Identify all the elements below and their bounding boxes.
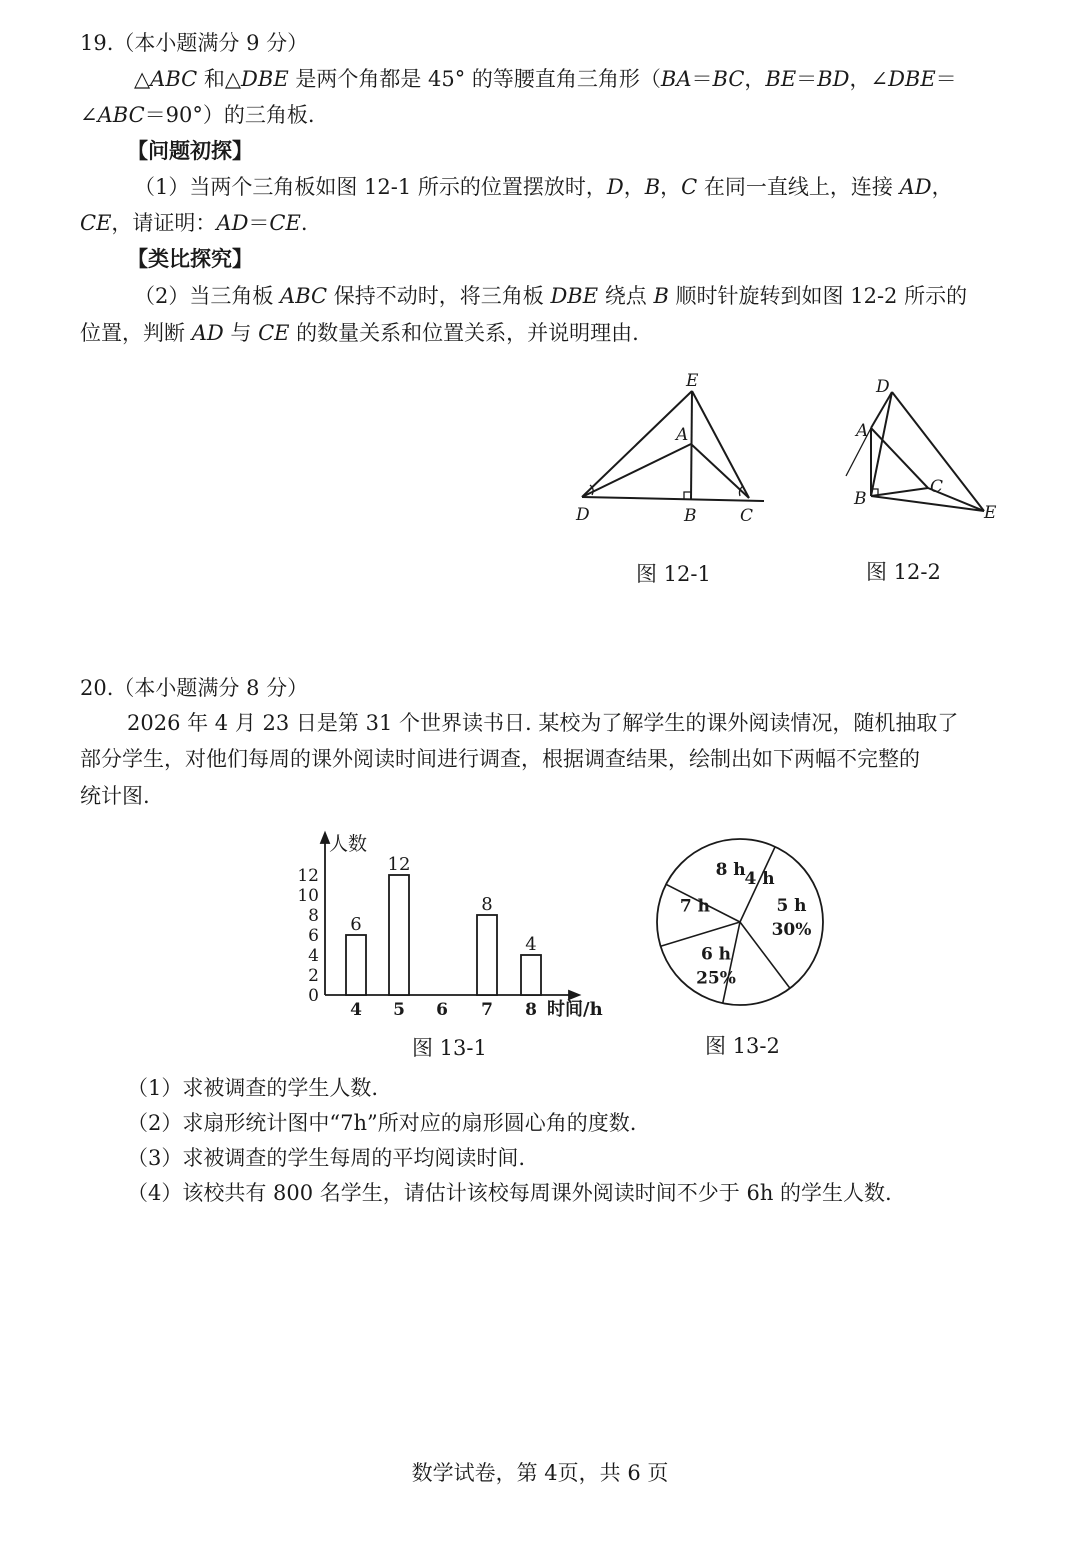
pie-slice-label: 6 h <box>700 944 732 965</box>
bar-value-label: 4 <box>525 934 537 955</box>
pie-slice-label: 8 h <box>715 859 746 880</box>
label-e: E <box>686 371 699 391</box>
label-d: D <box>876 377 890 397</box>
x-axis-arrow <box>569 991 579 999</box>
pie-slice-percent: 25% <box>696 968 736 989</box>
bar <box>477 915 497 995</box>
label-c: C <box>740 506 754 526</box>
page-footer: 数学试卷，第 4页，共 6 页 <box>411 1461 669 1485</box>
segment-da <box>582 444 691 497</box>
segment-bd <box>871 392 892 496</box>
bar <box>521 955 541 995</box>
caption-figure-13-2: 图 13-2 <box>705 1034 780 1058</box>
segment-bc <box>871 488 928 496</box>
y-axis-label: 人数 <box>329 833 368 855</box>
q19-section-explore: 【问题初探】 <box>127 138 253 163</box>
q19-section-analogy: 【类比探究】 <box>127 246 253 271</box>
x-tick-label: 7 <box>481 1000 493 1020</box>
q19-part1-line1: （1）当两个三角板如图 12-1 所示的位置摆放时，D，B，C 在同一直线上，连接 AD， <box>134 175 953 199</box>
y-tick-label: 10 <box>297 886 319 906</box>
x-tick-label: 4 <box>350 1000 362 1020</box>
caption-figure-13-1: 图 13-1 <box>412 1036 487 1060</box>
q20-question-1: （1）求被调查的学生人数. <box>127 1076 379 1100</box>
bar-value-label: 6 <box>350 914 362 935</box>
y-tick-label: 8 <box>308 906 319 926</box>
y-tick-label: 6 <box>308 926 319 946</box>
q19-header: 19.（本小题满分 9 分） <box>80 31 309 55</box>
label-a: A <box>676 425 689 445</box>
y-axis-arrow <box>321 833 329 843</box>
bar-chart-13-1 <box>295 825 625 1025</box>
segment-ec <box>692 391 749 498</box>
line-dc <box>582 497 764 501</box>
q19-part2-line1: （2）当三角板 ABC 保持不动时，将三角板 DBE 绕点 B 顺时针旋转到如图 12-2 所示的 <box>134 284 968 308</box>
figure-12-2 <box>826 370 1016 530</box>
y-tick-label: 0 <box>308 986 319 1006</box>
label-a: A <box>856 421 869 441</box>
caption-figure-12-2: 图 12-2 <box>866 560 941 584</box>
caption-figure-12-1: 图 12-1 <box>636 562 711 586</box>
pie-chart-13-2 <box>650 832 830 1012</box>
q20-intro-line2: 部分学生，对他们每周的课外阅读时间进行调查，根据调查结果，绘制出如下两幅不完整的 <box>80 747 920 771</box>
label-d: D <box>576 505 590 525</box>
x-axis-label: 时间/h <box>547 999 603 1020</box>
x-tick-label: 5 <box>393 1000 405 1020</box>
pie-slice-label: 7 h <box>679 896 710 917</box>
q19-part2-line2: 位置，判断 AD 与 CE 的数量关系和位置关系，并说明理由. <box>80 321 639 345</box>
q20-header: 20.（本小题满分 8 分） <box>80 676 309 700</box>
q19-intro-line1: △ABC 和△DBE 是两个角都是 45° 的等腰直角三角形（BA＝BC，BE＝BD，∠DBE＝ <box>134 67 957 91</box>
figure-12-1 <box>570 370 780 530</box>
pie-slice-boundary <box>661 922 740 946</box>
y-tick-label: 2 <box>308 966 319 986</box>
pie-slice-percent: 30% <box>771 919 812 940</box>
q19-intro-line2: ∠ABC＝90°）的三角板. <box>80 103 315 127</box>
q20-intro-line1: 2026 年 4 月 23 日是第 31 个世界读书日. 某校为了解学生的课外阅读情况，随机抽取了 <box>127 711 959 735</box>
label-b: B <box>854 489 867 509</box>
x-tick-label: 6 <box>436 1000 448 1020</box>
label-e: E <box>984 503 997 523</box>
x-tick-label: 8 <box>525 1000 537 1020</box>
q20-intro-line3: 统计图. <box>80 784 150 808</box>
label-c: C <box>930 477 944 497</box>
bar-value-label: 8 <box>481 894 493 915</box>
q19-part1-line2: CE，请证明：AD＝CE. <box>80 211 308 235</box>
label-b: B <box>684 506 697 526</box>
bar-value-label: 12 <box>387 854 411 875</box>
pie-slice-label: 4 h <box>744 869 775 890</box>
pie-slice-label: 5 h <box>776 895 807 916</box>
q20-question-3: （3）求被调查的学生每周的平均阅读时间. <box>127 1146 526 1170</box>
q20-question-2: （2）求扇形统计图中“7h”所对应的扇形圆心角的度数. <box>127 1111 637 1135</box>
y-tick-label: 12 <box>297 866 319 886</box>
bar <box>389 875 409 995</box>
bar <box>346 935 366 995</box>
q20-question-4: （4）该校共有 800 名学生，请估计该校每周课外阅读时间不少于 6h 的学生人数. <box>127 1181 892 1205</box>
y-tick-label: 4 <box>308 946 319 966</box>
